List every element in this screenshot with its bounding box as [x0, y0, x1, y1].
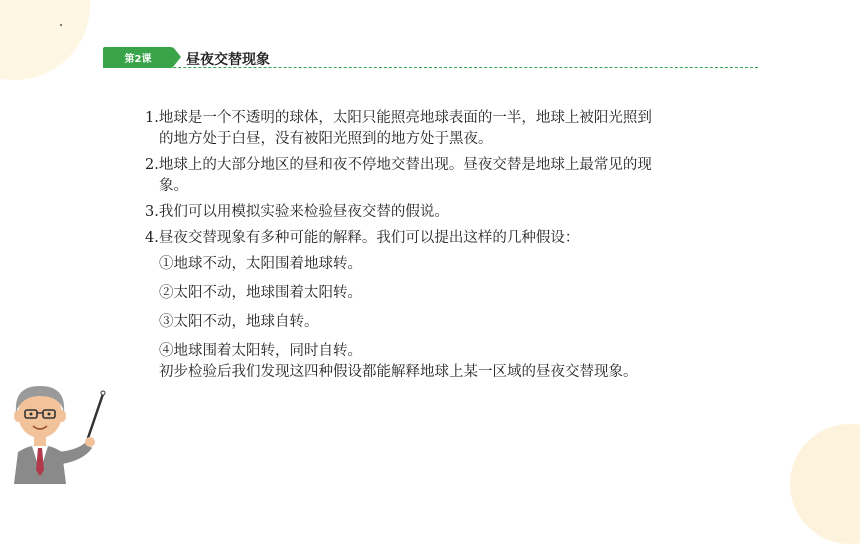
- conclusion-note: 初步检验后我们发现这四种假设都能解释地球上某一区域的昼夜交替现象。: [159, 364, 638, 380]
- lesson-badge: 第2课: [103, 47, 173, 68]
- decor-blob-bottom-right: [790, 424, 860, 544]
- decor-dot: [60, 24, 62, 26]
- teacher-icon: [0, 372, 120, 484]
- page-title: 昼夜交替现象: [186, 52, 270, 68]
- hypothesis-4: ④地球围着太阳转，同时自转。: [159, 343, 362, 359]
- hypothesis-3: ③太阳不动，地球自转。: [159, 314, 319, 330]
- hypothesis-2: ②太阳不动，地球围着太阳转。: [159, 285, 362, 301]
- list-item-2: 2.地球上的大部分地区的昼和夜不停地交替出现。昼夜交替是地球上最常见的现象。: [145, 157, 652, 194]
- hypothesis-1: ①地球不动，太阳围着地球转。: [159, 256, 362, 272]
- list-item-4: 4.昼夜交替现象有多种可能的解释。我们可以提出这样的几种假设：: [145, 230, 580, 246]
- content-body: [145, 108, 665, 383]
- title-divider: [103, 67, 758, 68]
- list-item-3: 3.我们可以用模拟实验来检验昼夜交替的假说。: [145, 204, 449, 220]
- decor-blob-top-left: [0, 0, 90, 80]
- list-item-1: 1.地球是一个不透明的球体，太阳只能照亮地球表面的一半，地球上被阳光照到的地方处于白昼，没有被阳光照到的地方处于黑夜。: [145, 110, 652, 147]
